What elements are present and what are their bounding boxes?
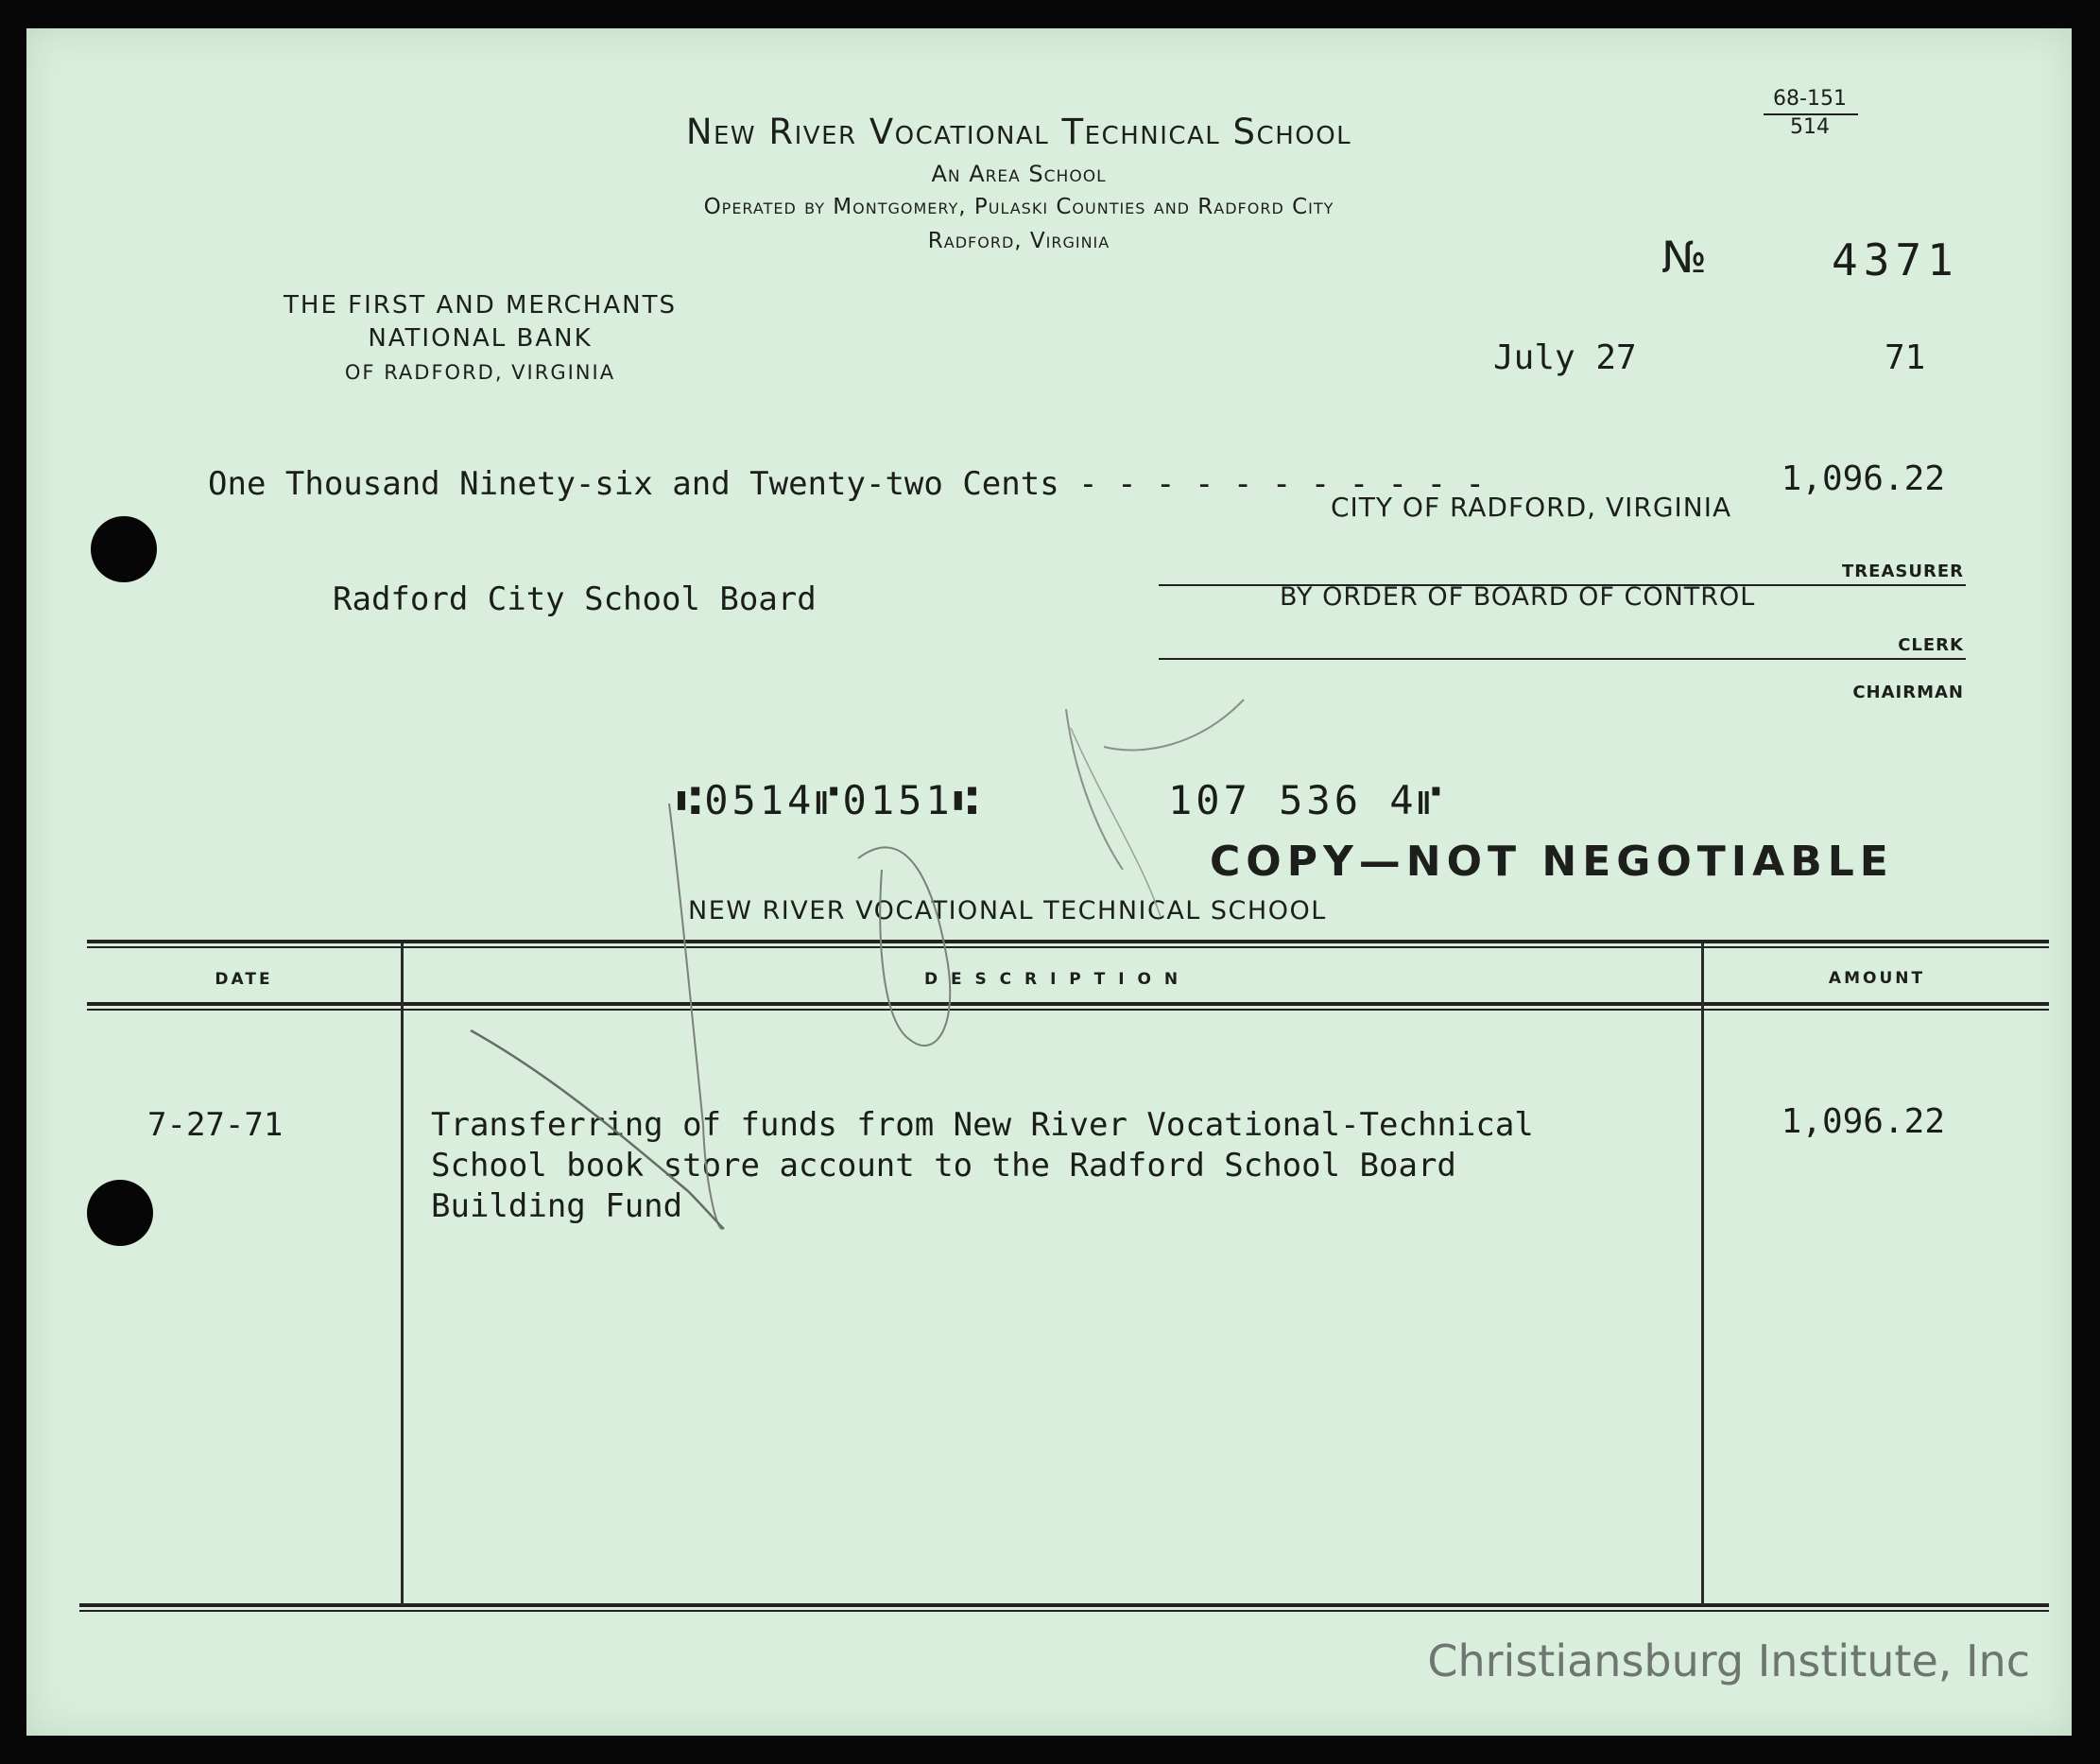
entry-date: 7-27-71 (147, 1106, 284, 1144)
clerk-label: CLERK (1898, 635, 1964, 655)
archive-watermark: Christiansburg Institute, Inc (1427, 1635, 2030, 1686)
routing-bottom: 514 (1790, 115, 1830, 139)
check-voucher-document (26, 28, 2072, 1736)
chairman-label: CHAIRMAN (1852, 683, 1964, 702)
bank-name-line3: OF RADFORD, VIRGINIA (344, 361, 616, 384)
school-name: New River Vocational Technical School (685, 112, 1352, 152)
amount-in-words: One Thousand Ninety-six and Twenty-two Cents - - - - - - - - - - - (208, 465, 1486, 503)
school-subtitle: An Area School (931, 161, 1107, 187)
check-date: July 27 (1493, 338, 1637, 377)
entry-description-line: Building Fund (431, 1187, 683, 1225)
school-location: Radford, Virginia (927, 229, 1110, 253)
column-header-description: D E S C R I P T I O N (923, 970, 1182, 989)
micr-account: 107 536 4⑈ (1168, 777, 1445, 823)
payee-name: Radford City School Board (333, 580, 817, 618)
check-number-label: № (1661, 232, 1708, 283)
entry-description-line: Transferring of funds from New River Vocational-Technical (431, 1106, 1534, 1144)
micr-routing: ⑆0514⑈0151⑆ (677, 777, 981, 823)
column-header-date: DATE (215, 970, 273, 989)
bank-name-line2: NATIONAL BANK (368, 324, 593, 353)
entry-description-line: School book store account to the Radford School Board (431, 1147, 1456, 1185)
check-amount: 1,096.22 (1781, 459, 1945, 498)
pencil-check-marks (26, 28, 2072, 1736)
check-number: 4371 (1832, 234, 1959, 285)
school-operated-by: Operated by Montgomery, Pulaski Counties and Radford City (703, 195, 1334, 219)
treasurer-label: TREASURER (1842, 562, 1964, 581)
bank-name-line1: THE FIRST AND MERCHANTS (284, 291, 677, 320)
binder-hole-top (91, 516, 157, 582)
binder-hole-bottom (87, 1180, 153, 1246)
board-of-control-label: BY ORDER OF BOARD OF CONTROL (1280, 582, 1756, 612)
voucher-heading: NEW RIVER VOCATIONAL TECHNICAL SCHOOL (688, 896, 1327, 925)
entry-amount: 1,096.22 (1781, 1102, 1945, 1141)
check-year: 71 (1885, 338, 1926, 377)
routing-top: 68-151 (1773, 87, 1847, 111)
column-header-amount: AMOUNT (1828, 969, 1926, 988)
signature-city: CITY OF RADFORD, VIRGINIA (1331, 492, 1732, 523)
copy-not-negotiable-notice: COPY—NOT NEGOTIABLE (1210, 838, 1894, 886)
